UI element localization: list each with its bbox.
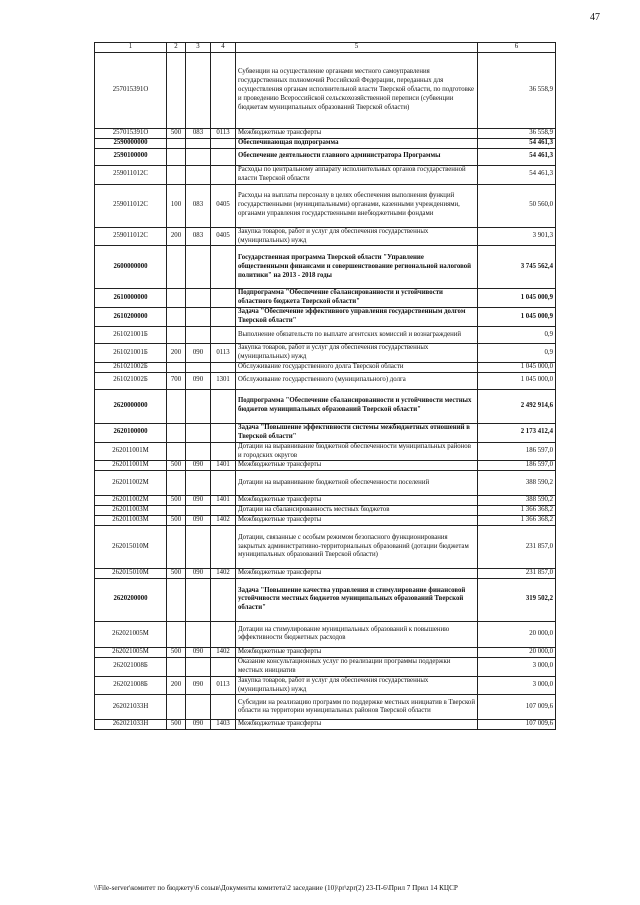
table-row <box>95 184 556 227</box>
row-amount: 3 000,0 <box>478 676 556 695</box>
table-row <box>95 246 556 289</box>
row-section <box>211 621 236 647</box>
row-expense-type: 200 <box>167 676 186 695</box>
row-expense-type: 500 <box>167 569 186 579</box>
table-row <box>95 165 556 184</box>
row-description: Задача "Повышение качества управления и стимулирование финансовой устойчивости местных бюджетов муниципальных образований Тверской области" <box>236 578 478 621</box>
page-number: 47 <box>590 12 600 23</box>
header-name: 5 <box>236 43 478 53</box>
row-description: Обеспечение деятельности главного администратора Программы <box>236 148 478 165</box>
row-expense-type <box>167 389 186 423</box>
row-section: 0113 <box>211 129 236 139</box>
row-department: 090 <box>186 720 211 730</box>
table-row <box>95 362 556 372</box>
row-department <box>186 695 211 720</box>
table-row <box>95 578 556 621</box>
row-section <box>211 423 236 442</box>
table-row <box>95 148 556 165</box>
row-section <box>211 327 236 344</box>
row-description: Расходы по центральному аппарату исполнительных органов государственной власти Тверской области <box>236 165 478 184</box>
table-row <box>95 657 556 676</box>
row-description: Дотации на стимулирование муниципальных образований к повышению эффективности бюджетных расходов <box>236 621 478 647</box>
row-description: Межбюджетные трансферты <box>236 647 478 657</box>
row-expense-type <box>167 695 186 720</box>
row-department <box>186 53 211 129</box>
table-row <box>95 647 556 657</box>
row-code: 262011001М <box>95 442 167 461</box>
row-department <box>186 578 211 621</box>
row-department: 090 <box>186 344 211 363</box>
row-expense-type <box>167 308 186 327</box>
row-code: 261021002Б <box>95 372 167 389</box>
row-section: 0113 <box>211 676 236 695</box>
row-amount: 1 045 000,0 <box>478 372 556 389</box>
row-description: Государственная программа Тверской области "Управление общественными финансами и совершенствование региональной налоговой политики" на 2013 - 2018 годы <box>236 246 478 289</box>
row-department: 090 <box>186 516 211 526</box>
table-header-row <box>95 43 556 53</box>
row-description: Межбюджетные трансферты <box>236 496 478 506</box>
row-description: Межбюджетные трансферты <box>236 516 478 526</box>
row-section: 1403 <box>211 720 236 730</box>
row-description: Расходы на выплаты персоналу в целях обеспечения выполнения функций государственными (муниципальными) органами, казенными учреждениями, органами управления государственными внебюджетными фондами <box>236 184 478 227</box>
row-section <box>211 246 236 289</box>
row-department <box>186 327 211 344</box>
row-code: 262011002М <box>95 496 167 506</box>
row-description: Выполнение обязательств по выплате агентских комиссий и вознаграждений <box>236 327 478 344</box>
row-amount: 2 492 914,6 <box>478 389 556 423</box>
row-description: Межбюджетные трансферты <box>236 461 478 471</box>
row-amount: 2 173 412,4 <box>478 423 556 442</box>
table-row <box>95 461 556 471</box>
row-amount: 186 597,0 <box>478 442 556 461</box>
row-description: Оказание консультационных услуг по реализации программы поддержки местных инициатив <box>236 657 478 676</box>
row-section: 1401 <box>211 496 236 506</box>
row-expense-type <box>167 526 186 569</box>
row-code: 2590000000 <box>95 138 167 148</box>
row-description: Субсидии на реализацию программ по поддержке местных инициатив в Тверской области на территории муниципальных районов Тверской области <box>236 695 478 720</box>
table-row <box>95 471 556 496</box>
row-amount: 54 461,3 <box>478 138 556 148</box>
row-expense-type <box>167 362 186 372</box>
row-code: 262011003М <box>95 506 167 516</box>
row-code: 262021008Б <box>95 657 167 676</box>
row-amount: 388 590,2 <box>478 496 556 506</box>
row-code: 262021033Н <box>95 720 167 730</box>
row-department <box>186 148 211 165</box>
row-department <box>186 657 211 676</box>
row-expense-type <box>167 148 186 165</box>
row-department: 090 <box>186 496 211 506</box>
row-amount: 319 502,2 <box>478 578 556 621</box>
row-code: 262011003М <box>95 516 167 526</box>
row-section <box>211 695 236 720</box>
row-description: Обслуживание государственного (муниципального) долга <box>236 372 478 389</box>
file-path-footer: \\File-server\комитет по бюджету\6 созыв\Документы комитета\2 заседание (10)\pr\zpr(2) 23-П-6\Прил 7 Прил 14 КЦСР <box>94 884 458 892</box>
table-row <box>95 53 556 129</box>
row-expense-type <box>167 442 186 461</box>
row-expense-type: 500 <box>167 516 186 526</box>
row-description: Межбюджетные трансферты <box>236 129 478 139</box>
row-amount: 186 597,0 <box>478 461 556 471</box>
row-code: 259011012С <box>95 184 167 227</box>
row-expense-type <box>167 423 186 442</box>
row-section <box>211 442 236 461</box>
row-code: 262021005М <box>95 647 167 657</box>
row-section <box>211 526 236 569</box>
table-row <box>95 676 556 695</box>
row-amount: 1 045 000,0 <box>478 362 556 372</box>
table-row <box>95 289 556 308</box>
row-amount: 36 558,9 <box>478 129 556 139</box>
header-col3: 3 <box>186 43 211 53</box>
row-department <box>186 138 211 148</box>
table-row <box>95 389 556 423</box>
row-expense-type <box>167 327 186 344</box>
table-row <box>95 695 556 720</box>
row-code: 2610000000 <box>95 289 167 308</box>
row-section <box>211 165 236 184</box>
row-section <box>211 148 236 165</box>
row-department: 090 <box>186 647 211 657</box>
row-description: Обслуживание государственного долга Тверской области <box>236 362 478 372</box>
row-expense-type: 500 <box>167 647 186 657</box>
row-expense-type <box>167 657 186 676</box>
row-description: Подпрограмма "Обеспечение сбалансированности и устойчивости местных бюджетов муниципальных образований Тверской области" <box>236 389 478 423</box>
row-section <box>211 362 236 372</box>
row-code: 2620200000 <box>95 578 167 621</box>
row-department: 083 <box>186 227 211 246</box>
row-code: 262021033Н <box>95 695 167 720</box>
table-row <box>95 227 556 246</box>
row-expense-type: 200 <box>167 227 186 246</box>
row-amount: 20 000,0 <box>478 647 556 657</box>
row-department: 090 <box>186 676 211 695</box>
row-description: Обеспечивающая подпрограмма <box>236 138 478 148</box>
header-col2: 2 <box>167 43 186 53</box>
row-expense-type: 500 <box>167 129 186 139</box>
row-code: 2620000000 <box>95 389 167 423</box>
row-section: 0405 <box>211 184 236 227</box>
table-row <box>95 138 556 148</box>
row-department <box>186 289 211 308</box>
row-amount: 3 745 562,4 <box>478 246 556 289</box>
row-department: 090 <box>186 569 211 579</box>
table-row <box>95 621 556 647</box>
row-amount: 1 366 368,2 <box>478 516 556 526</box>
row-description: Межбюджетные трансферты <box>236 720 478 730</box>
row-description: Задача "Повышение эффективности системы межбюджетных отношений в Тверской области" <box>236 423 478 442</box>
row-department <box>186 471 211 496</box>
row-expense-type <box>167 165 186 184</box>
row-section <box>211 506 236 516</box>
row-section: 0113 <box>211 344 236 363</box>
row-department: 083 <box>186 184 211 227</box>
row-section <box>211 138 236 148</box>
row-amount: 20 000,0 <box>478 621 556 647</box>
table-row <box>95 423 556 442</box>
row-code: 262011002М <box>95 471 167 496</box>
row-code: 259011012С <box>95 165 167 184</box>
row-description: Дотации на сбалансированность местных бюджетов <box>236 506 478 516</box>
row-code: 261021002Б <box>95 362 167 372</box>
row-amount: 231 857,0 <box>478 526 556 569</box>
row-amount: 388 590,2 <box>478 471 556 496</box>
row-code: 262021005М <box>95 621 167 647</box>
row-section: 1402 <box>211 647 236 657</box>
row-description: Межбюджетные трансферты <box>236 569 478 579</box>
table-row <box>95 344 556 363</box>
row-department <box>186 246 211 289</box>
row-expense-type: 100 <box>167 184 186 227</box>
row-department <box>186 362 211 372</box>
row-section: 1401 <box>211 461 236 471</box>
row-department <box>186 442 211 461</box>
row-expense-type <box>167 138 186 148</box>
row-description: Дотации, связанные с особым режимом безопасного функционирования закрытых административно-территориальных образований (дотации бюджетам муниципальных образований Тверской области) <box>236 526 478 569</box>
table-row <box>95 308 556 327</box>
row-section <box>211 308 236 327</box>
row-expense-type <box>167 621 186 647</box>
row-amount: 231 857,0 <box>478 569 556 579</box>
row-amount: 50 560,0 <box>478 184 556 227</box>
row-expense-type <box>167 471 186 496</box>
row-amount: 107 009,6 <box>478 695 556 720</box>
row-amount: 54 461,3 <box>478 148 556 165</box>
row-department: 090 <box>186 461 211 471</box>
row-section <box>211 657 236 676</box>
row-code: 261021001Б <box>95 327 167 344</box>
row-department: 090 <box>186 372 211 389</box>
row-amount: 1 366 368,2 <box>478 506 556 516</box>
row-code: 2610200000 <box>95 308 167 327</box>
table-row <box>95 516 556 526</box>
row-department <box>186 308 211 327</box>
row-expense-type: 500 <box>167 461 186 471</box>
row-code: 262021008Б <box>95 676 167 695</box>
header-col4: 4 <box>211 43 236 53</box>
row-expense-type: 500 <box>167 496 186 506</box>
row-code: 262015010М <box>95 526 167 569</box>
row-amount: 1 045 000,9 <box>478 289 556 308</box>
table-row <box>95 720 556 730</box>
row-amount: 0,9 <box>478 344 556 363</box>
row-section: 1402 <box>211 516 236 526</box>
row-section <box>211 389 236 423</box>
row-expense-type: 200 <box>167 344 186 363</box>
row-amount: 36 558,9 <box>478 53 556 129</box>
row-department <box>186 621 211 647</box>
table-row <box>95 496 556 506</box>
row-code: 2620100000 <box>95 423 167 442</box>
row-code: 259011012С <box>95 227 167 246</box>
row-code: 261021001Б <box>95 344 167 363</box>
row-section: 0405 <box>211 227 236 246</box>
row-amount: 3 000,0 <box>478 657 556 676</box>
row-description: Задача "Обеспечение эффективного управления государственным долгом Тверской области" <box>236 308 478 327</box>
table-row <box>95 129 556 139</box>
row-description: Дотации на выравнивание бюджетной обеспеченности муниципальных районов и городских округов <box>236 442 478 461</box>
row-section: 1301 <box>211 372 236 389</box>
table-row <box>95 372 556 389</box>
row-section <box>211 53 236 129</box>
row-code: 262015010М <box>95 569 167 579</box>
row-amount: 54 461,3 <box>478 165 556 184</box>
table-row <box>95 442 556 461</box>
row-section <box>211 289 236 308</box>
row-section <box>211 578 236 621</box>
row-amount: 1 045 000,9 <box>478 308 556 327</box>
row-amount: 0,9 <box>478 327 556 344</box>
header-amount: 6 <box>478 43 556 53</box>
row-code: 2590100000 <box>95 148 167 165</box>
row-description: Субвенции на осуществление органами местного самоуправления государственных полномочий Российской Федерации, переданных для осуществления органам исполнительной власти Тверской области, по подготовке и проведению Всероссийской сельскохозяйственной переписи (субвенции бюджетам муниципальных образований Тверской области) <box>236 53 478 129</box>
row-expense-type <box>167 578 186 621</box>
row-description: Подпрограмма "Обеспечение сбалансированности и устойчивости областного бюджета Тверской области" <box>236 289 478 308</box>
row-amount: 107 009,6 <box>478 720 556 730</box>
row-code: 2600000000 <box>95 246 167 289</box>
row-expense-type: 700 <box>167 372 186 389</box>
row-expense-type: 500 <box>167 720 186 730</box>
row-description: Закупка товаров, работ и услуг для обеспечения государственных (муниципальных) нужд <box>236 344 478 363</box>
row-description: Закупка товаров, работ и услуг для обеспечения государственных (муниципальных) нужд <box>236 676 478 695</box>
row-department <box>186 423 211 442</box>
row-department <box>186 526 211 569</box>
row-code: 257015391O <box>95 129 167 139</box>
table-row <box>95 506 556 516</box>
header-code: 1 <box>95 43 167 53</box>
row-description: Дотации на выравнивание бюджетной обеспеченности поселений <box>236 471 478 496</box>
row-department <box>186 165 211 184</box>
row-expense-type <box>167 506 186 516</box>
row-expense-type <box>167 246 186 289</box>
row-amount: 3 901,3 <box>478 227 556 246</box>
row-description: Закупка товаров, работ и услуг для обеспечения государственных (муниципальных) нужд <box>236 227 478 246</box>
row-department <box>186 506 211 516</box>
row-section <box>211 471 236 496</box>
row-department: 083 <box>186 129 211 139</box>
table-row <box>95 526 556 569</box>
row-expense-type <box>167 53 186 129</box>
budget-table <box>94 42 556 730</box>
row-expense-type <box>167 289 186 308</box>
row-code: 262011001М <box>95 461 167 471</box>
row-section: 1402 <box>211 569 236 579</box>
row-department <box>186 389 211 423</box>
table-row <box>95 327 556 344</box>
table-row <box>95 569 556 579</box>
row-code: 257015391O <box>95 53 167 129</box>
